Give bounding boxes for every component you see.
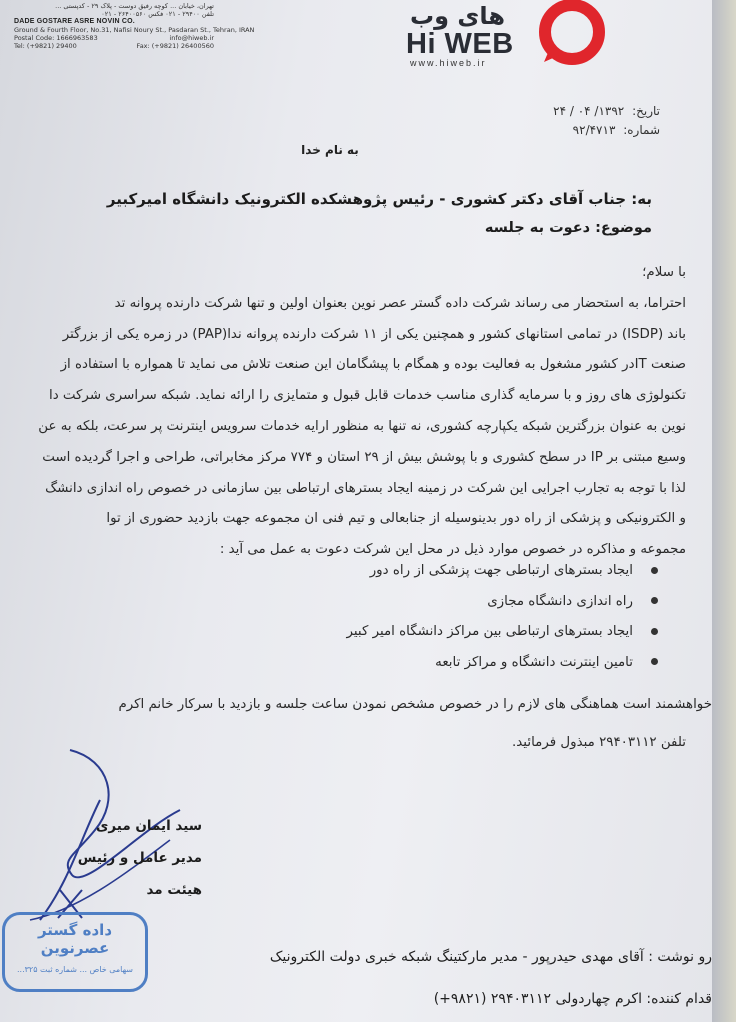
bullet-icon bbox=[651, 597, 658, 604]
list-item bbox=[346, 556, 658, 587]
body-line: باند (ISDP) در تمامی استانهای کشور و همچنین یکی از ۱۱ شرکت دارنده پروانه ندا(PAP) در زمره یکی از بزرگتر bbox=[62, 326, 686, 342]
speech-bubble-icon bbox=[534, 2, 610, 64]
body-line: احتراما، به استحضار می رساند شرکت داده گستر عصر نوین بعنوان اولین و تنها شرکت دارنده پروانه تد bbox=[114, 295, 686, 311]
letter-body bbox=[0, 258, 712, 566]
company-name-en: DADE GOSTARE ASRE NOVIN CO. bbox=[14, 18, 135, 25]
subject-line: موضوع: دعوت به جلسه bbox=[484, 220, 652, 236]
fax-number: Fax: (+9821) 26400560 bbox=[136, 42, 214, 50]
signatory-name: سید ایمان میری bbox=[96, 818, 202, 834]
bullet-icon bbox=[651, 628, 658, 635]
list-item-text: ایجاد بسترهای ارتباطی بین مراکز دانشگاه امیر کبیر bbox=[346, 624, 633, 639]
body-line: تکنولوژی های روز و با سرمایه گذاری مناسب خدمات قابل قبول و متمایزی را ارائه نماید. شبکه سراسری شرکت دا bbox=[48, 388, 686, 404]
number-row bbox=[553, 121, 660, 140]
body-line: و الکترونیکی و پزشکی از راه دور بدینوسیله از جنابعالی و تیم فنی ان مجموعه جهت بازدید حضوری از توا bbox=[106, 511, 686, 527]
company-address-block bbox=[14, 2, 255, 50]
hiweb-logo bbox=[404, 2, 614, 72]
logo-url: www.hiweb.ir bbox=[410, 58, 487, 68]
tel-number: Tel: (+9821) 29400 bbox=[14, 42, 77, 50]
email-address: info@hiweb.ir bbox=[169, 34, 214, 42]
body-line: با سلام؛ bbox=[642, 265, 686, 280]
cc-line: رو نوشت : آقای مهدی حیدرپور - مدیر مارکتینگ شبکه خبری دولت الکترونیک bbox=[269, 949, 712, 965]
signatory-title: مدیر عامل و رئیس هیئت مد bbox=[77, 850, 202, 898]
date-row bbox=[553, 102, 660, 121]
postal-code: Postal Code: 1666963583 bbox=[14, 34, 98, 42]
closing-line: تلفن ۲۹۴۰۳۱۱۲ مبذول فرمائید. bbox=[512, 735, 686, 750]
body-line: مجموعه و مذاکره در خصوص موارد ذیل در محل این شرکت دعوت به عمل می آید : bbox=[219, 542, 686, 558]
number-value: ۹۲/۴۷۱۳ bbox=[572, 123, 616, 137]
topics-list bbox=[346, 556, 658, 678]
list-item-text: راه اندازی دانشگاه مجازی bbox=[487, 593, 633, 609]
cc-line: قدام کننده: اکرم چهاردولی ۲۹۴۰۳۱۱۲ (۹۸۲۱+) bbox=[433, 991, 712, 1007]
list-item bbox=[346, 648, 658, 679]
logo-name-fa: های وب bbox=[410, 2, 506, 30]
bullet-icon bbox=[651, 567, 658, 574]
list-item-text: تامین اینترنت دانشگاه و مراکز تابعه bbox=[435, 654, 633, 670]
body-line: لذا با توجه به تجارب اجرایی این شرکت در زمینه ایجاد بسترهای ارتباطی بین سازمانی در خصوص راه اندازی دانشگ bbox=[45, 480, 686, 496]
carbon-copy-block bbox=[270, 936, 712, 1020]
body-line: نوین به عنوان بزرگترین شبکه یکپارچه کشوری، نه تنها به منظور ارایه خدمات سرویس اینترنت پر سرعت، بلکه به عن bbox=[38, 418, 686, 434]
address-fa: تهران، خیابان ... کوچه رفیق دوست - پلاک ۲۹ - کدپستی ... bbox=[55, 2, 214, 10]
recipient-line: به: جناب آقای دکتر کشوری - رئیس پژوهشکده الکترونیک دانشگاه امیرکبیر bbox=[106, 190, 652, 208]
company-stamp bbox=[2, 912, 148, 992]
stamp-line-1: داده گستر عصرنوین bbox=[37, 921, 113, 957]
closing-line: خواهشمند است هماهنگی های لازم را در خصوص مشخص نمودن ساعت جلسه و بازدید با سرکار خانم اکرم bbox=[118, 697, 712, 712]
list-item-text: ایجاد بسترهای ارتباطی جهت پزشکی از راه دور bbox=[369, 563, 633, 578]
address-en: Ground & Fourth Floor, No.31, Nafisi Noury St., Pasdaran St., Tehran, IRAN bbox=[14, 26, 255, 34]
signatory-block bbox=[42, 810, 202, 906]
body-line: وسیع مبتنی بر IP در سطح کشوری و با پوشش بیش از ۲۹ استان و ۷۷۴ مرکز مخابراتی، طراحی و اجرا گردیده است bbox=[42, 449, 686, 465]
invocation: به نام خدا bbox=[301, 143, 359, 157]
logo-name-en: Hi WEB bbox=[406, 28, 514, 60]
paper-edge bbox=[712, 0, 736, 1022]
number-label: شماره: bbox=[623, 123, 660, 137]
letter-meta bbox=[553, 102, 660, 140]
stamp-line-2: سهامی خاص ... شماره ثبت ۳۲۵... bbox=[16, 965, 134, 974]
list-item bbox=[346, 587, 658, 618]
list-item bbox=[346, 617, 658, 648]
date-label: تاریخ: bbox=[632, 104, 660, 118]
body-line: صنعت ITدر کشور مشغول به فعالیت بوده و همگام با پیشگامان این صنعت تلاش می نماید تا همواره با استفاده از bbox=[60, 357, 686, 373]
phone-fa: تلفن ۲۹۴۰۰ - ۰۲۱ فکس ۲۶۴۰۰۵۶۰ - ۰۲۱ bbox=[101, 10, 214, 18]
date-value: ۱۳۹۲/ ۰۴ / ۲۴ bbox=[553, 104, 625, 118]
bullet-icon bbox=[651, 658, 658, 665]
